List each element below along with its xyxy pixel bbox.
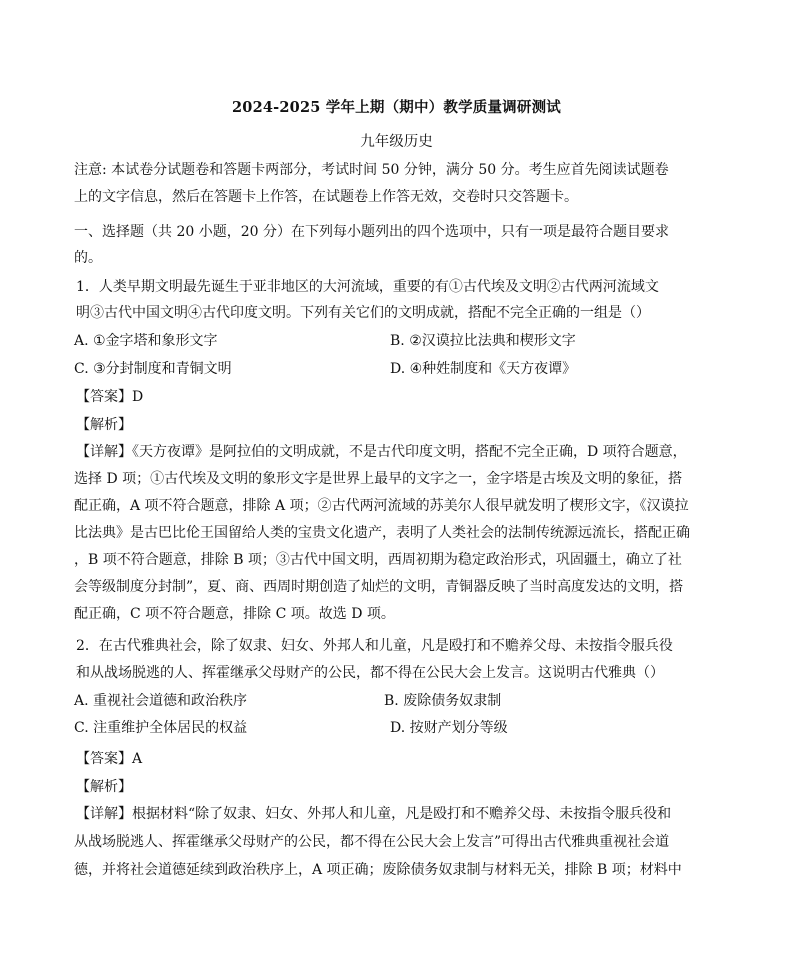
option-b: B. 废除债务奴隶制 — [384, 693, 502, 709]
detail-line: 【详解】根据材料“除了奴隶、妇女、外邦人和儿童，凡是殴打和不赡养父母、未按指令服兵役和 — [76, 806, 672, 822]
page-subtitle: 九年级历史 — [360, 134, 433, 150]
detail-line: ，B 项不符合题意，排除 B 项；③古代中国文明，西周初期为稳定政治形式，巩固疆土，确立了社 — [74, 552, 682, 568]
detail-line: 选择 D 项；①古代埃及文明的象形文字是世界上最早的文字之一，金字塔是古埃及文明的象征，搭 — [74, 471, 683, 487]
option-c: C. 注重维护全体居民的权益 — [74, 720, 248, 736]
option-d: D. ④种姓制度和《天方夜谭》 — [390, 361, 577, 377]
answer-label: 【答案】A — [76, 751, 143, 767]
question-stem: 2．在古代雅典社会，除了奴隶、妇女、外邦人和儿童，凡是殴打和不赡养父母、未按指令服兵役 — [76, 638, 673, 654]
detail-line: 配正确，C 项不符合题意，排除 C 项。故选 D 项。 — [74, 606, 395, 622]
section-heading: 的。 — [74, 250, 102, 266]
option-a: A. 重视社会道德和政治秩序 — [74, 693, 248, 709]
page-title: 2024-2025 学年上期（期中）教学质量调研测试 — [232, 99, 561, 116]
analysis-label: 【解析】 — [76, 779, 132, 795]
detail-line: 从战场脱逃人、挥霍继承父母财产的公民，都不得在公民大会上发言”可得出古代雅典重视社会道 — [74, 834, 670, 850]
detail-line: 德，并将社会道德延续到政治秩序上，A 项正确；废除债务奴隶制与材料无关，排除 B 项；材料中 — [74, 862, 682, 878]
answer-label: 【答案】D — [76, 389, 144, 405]
section-heading: 一、选择题（共 20 小题，20 分）在下列每小题列出的四个选项中，只有一项是最符合题目要求 — [74, 224, 669, 240]
option-d: D. 按财产划分等级 — [390, 720, 508, 736]
notice-line: 上的文字信息，然后在答题卡上作答，在试题卷上作答无效，交卷时只交答题卡。 — [74, 189, 578, 205]
question-stem: 和从战场脱逃的人、挥霍继承父母财产的公民，都不得在公民大会上发言。这说明古代雅典（） — [76, 665, 664, 681]
option-c: C. ③分封制度和青铜文明 — [74, 361, 232, 377]
detail-line: 比法典》是古巴比伦王国留给人类的宝贵文化遗产，表明了人类社会的法制传统源远流长，搭配正确 — [74, 525, 690, 541]
option-b: B. ②汉谟拉比法典和楔形文字 — [390, 333, 576, 349]
detail-line: 配正确，A 项不符合题意，排除 A 项；②古代两河流域的苏美尔人很早就发明了楔形文字，《汉谟拉 — [74, 498, 689, 514]
notice-line: 注意: 本试卷分试题卷和答题卡两部分，考试时间 50 分钟，满分 50 分。考生应首先阅读试题卷 — [74, 162, 669, 178]
option-a: A. ①金字塔和象形文字 — [74, 333, 218, 349]
analysis-label: 【解析】 — [76, 417, 132, 433]
detail-line: 会等级制度分封制”，夏、商、西周时期创造了灿烂的文明，青铜器反映了当时高度发达的文明，搭 — [74, 579, 684, 595]
detail-line: 【详解】《天方夜谭》是阿拉伯的文明成就，不是古代印度文明，搭配不完全正确，D 项符合题意， — [76, 444, 687, 460]
question-stem: 明③古代中国文明④古代印度文明。下列有关它们的文明成就，搭配不完全正确的一组是（） — [76, 305, 650, 321]
question-stem: 1．人类早期文明最先诞生于亚非地区的大河流域，重要的有①古代埃及文明②古代两河流域文 — [76, 279, 659, 295]
